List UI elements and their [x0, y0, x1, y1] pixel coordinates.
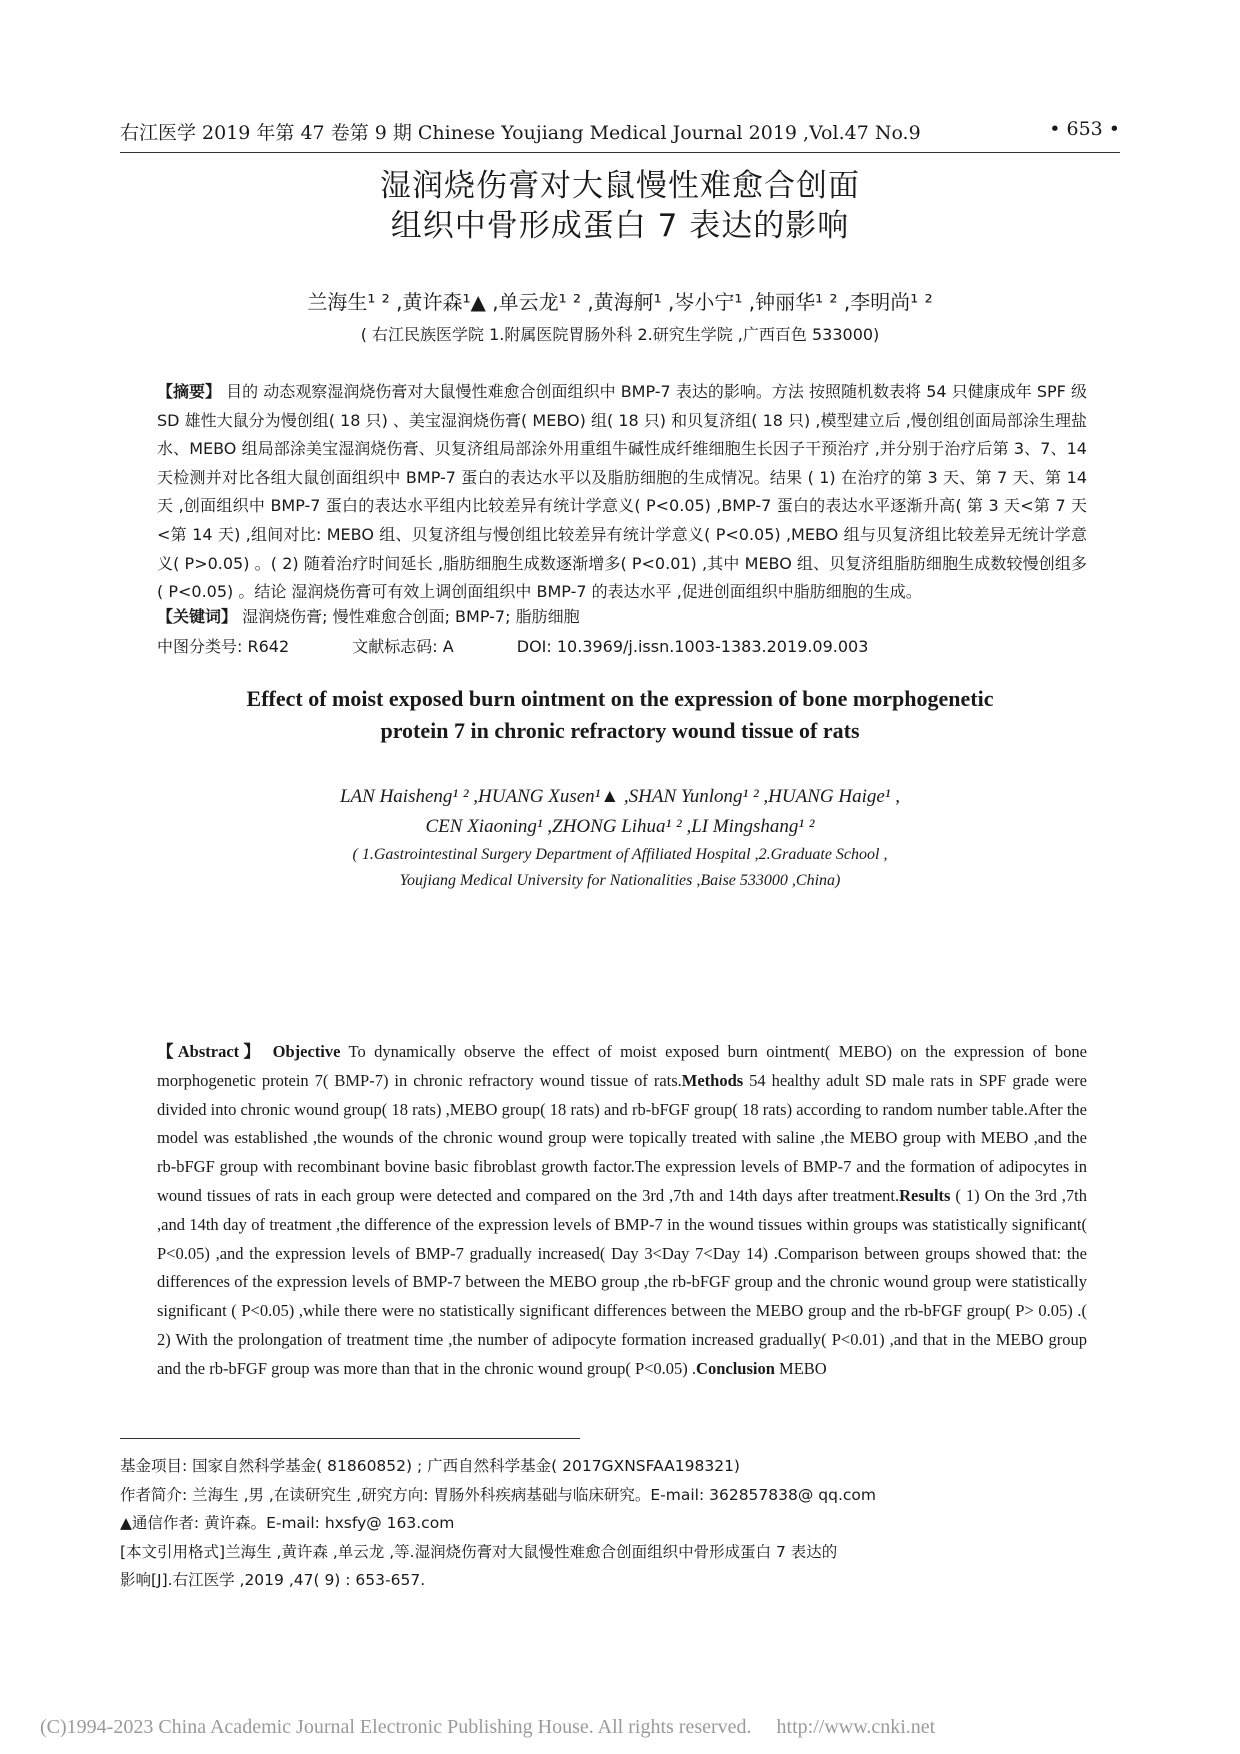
cn-affiliation: ( 右江民族医学院 1.附属医院胃肠外科 2.研究生学院 ,广西百色 533000) — [360, 325, 880, 344]
en-abstract — [157, 1038, 1087, 1384]
en-affiliation-line1: ( 1.Gastrointestinal Surgery Department of Affiliated Hospital ,2.Graduate School , — [352, 846, 888, 863]
methods-label: Methods — [681, 1070, 744, 1090]
conclusion-label: Conclusion — [696, 1358, 775, 1378]
citation-note-line1: [本文引用格式]兰海生 ,黄许森 ,单云龙 ,等.湿润烧伤膏对大鼠慢性难愈合创面组织中骨形成蛋白 7 表达的 — [120, 1542, 838, 1561]
citation-note-line2: 影响[J].右江医学 ,2019 ,47( 9) : 653-657. — [120, 1571, 426, 1589]
clc-number: 中图分类号: R642 — [157, 637, 290, 656]
footnote-rule — [120, 1438, 580, 1439]
results-text: ( 1) On the 3rd ,7th ,and 14th day of treatment ,the difference of the expression levels of BMP-7 in the wound tissues within groups was statistically significant( P<0.05) ,and the expression levels of BMP-7 gradually increased( Day 3<Day 7<Day 14) .Comparison between groups showed that: the differences of the expression levels of BMP-7 between the MEBO group ,the rb-bFGF group and the chronic wound group were statistically significant ( P<0.05) ,while there were no statistically significant differences between the MEBO group and the rb-bFGF group( P> 0.05) .( 2) With the prolongation of treatment time ,the number of adipocyte formation increased gradually( P<0.01) ,and that in the MEBO group and the rb-bFGF group was more than that in the chronic wound group( P<0.05) . — [157, 1185, 1087, 1378]
methods-text: 54 healthy adult SD male rats in SPF grade were divided into chronic wound group( 18 rats) ,MEBO group( 18 rats) and rb-bFGF group( 18 rats) according to random number table.After the model was established ,the wounds of the chronic wound group were topically treated with saline ,the MEBO group with MEBO ,and the rb-bFGF group with recombinant bovine basic fibroblast growth factor.The expression levels of BMP-7 and the formation of adipocytes in wound tissues of rats in each group were detected and compared on the 3rd ,7th and 14th days after treatment. — [157, 1070, 1087, 1205]
en-affiliation-line2: Youjiang Medical University for Nationalities ,Baise 533000 ,China) — [399, 872, 841, 889]
keywords-label: 【关键词】 — [157, 607, 238, 626]
en-abstract-label: 【Abstract】 — [157, 1042, 265, 1061]
header-rule — [120, 152, 1120, 153]
en-authors-line1: LAN Haisheng¹ ² ,HUANG Xusen¹▲ ,SHAN Yunlong¹ ² ,HUANG Haige¹ , — [339, 786, 900, 807]
keywords-text: 湿润烧伤膏; 慢性难愈合创面; BMP-7; 脂肪细胞 — [237, 607, 580, 626]
objective-label: Objective — [264, 1042, 341, 1061]
corresponding-note: ▲通信作者: 黄许森。E-mail: hxsfy@ 163.com — [120, 1514, 455, 1532]
en-title-line2: protein 7 in chronic refractory wound tissue of rats — [380, 718, 860, 743]
page-number: • 653 • — [1049, 118, 1120, 140]
document-code: 文献标志码: A — [352, 637, 454, 656]
cnki-link[interactable]: http://www.cnki.net — [776, 1716, 936, 1738]
cn-abstract — [157, 378, 1087, 607]
copyright-watermark — [40, 1716, 1200, 1739]
author-note: 作者简介: 兰海生 ,男 ,在读研究生 ,研究方向: 胃肠外科疾病基础与临床研究。E-mail: 362857838@ qq.com — [120, 1485, 876, 1504]
footnotes — [120, 1452, 1120, 1595]
copyright-text: (C)1994-2023 China Academic Journal Electronic Publishing House. All rights reserved. — [40, 1716, 752, 1738]
cn-title-line1: 湿润烧伤膏对大鼠慢性难愈合创面 — [380, 168, 860, 204]
objective-text: To dynamically observe the effect of moist exposed burn ointment( MEBO) on the expression of bone morphogenetic protein 7( BMP-7) in chronic refractory wound tissue of rats. — [157, 1042, 1087, 1090]
en-authors-line2: CEN Xiaoning¹ ,ZHONG Lihua¹ ² ,LI Mingshang¹ ² — [425, 816, 815, 837]
cn-authors: 兰海生¹ ² ,黄许森¹▲ ,单云龙¹ ² ,黄海舸¹ ,岑小宁¹ ,钟丽华¹ ² ,李明尚¹ ² — [307, 290, 933, 314]
cn-abstract-text: 目的 动态观察湿润烧伤膏对大鼠慢性难愈合创面组织中 BMP-7 表达的影响。方法 按照随机数表将 54 只健康成年 SPF 级 SD 雄性大鼠分为慢创组( 18 只) 、美宝湿润烧伤膏( MEBO) 组( 18 只) 和贝复济组( 18 只) ,模型建立后 ,慢创组创面局部涂生理盐水、MEBO 组局部涂美宝湿润烧伤膏、贝复济组局部涂外用重组牛碱性成纤维细胞生长因子干预治疗 ,并分别于治疗后第 3、7、14 天检测并对比各组大鼠创面组织中 BMP-7 蛋白的表达水平以及脂肪细胞的生成情况。结果 ( 1) 在治疗的第 3 天、第 7 天、第 14 天 ,创面组织中 BMP-7 蛋白的表达水平组内比较差异有统计学意义( P<0.05) ,BMP-7 蛋白的表达水平逐渐升高( 第 3 天<第 7 天<第 14 天) ,组间对比: MEBO 组、贝复济组与慢创组比较差异有统计学意义( P<0.05) ,MEBO 组与贝复济组比较差异无统计学意义( P>0.05) 。( 2) 随着治疗时间延长 ,脂肪细胞生成数逐渐增多( P<0.01) ,其中 MEBO 组、贝复济组脂肪细胞生成数较慢创组多( P<0.05) 。结论 湿润烧伤膏可有效上调创面组织中 BMP-7 的表达水平 ,促进创面组织中脂肪细胞的生成。 — [157, 382, 1087, 602]
classification-line — [157, 634, 1087, 657]
en-title-line1: Effect of moist exposed burn ointment on the expression of bone morphogenetic — [246, 686, 994, 711]
cn-abstract-label: 【摘要】 — [157, 382, 222, 401]
fund-note: 基金项目: 国家自然科学基金( 81860852) ; 广西自然科学基金( 2017GXNSFAA198321) — [120, 1457, 740, 1475]
running-header — [120, 118, 1120, 148]
cn-keywords — [157, 604, 1087, 627]
doi: DOI: 10.3969/j.issn.1003-1383.2019.09.003 — [516, 637, 869, 656]
cn-title-line2: 组织中骨形成蛋白 7 表达的影响 — [390, 208, 850, 244]
journal-header: 右江医学 2019 年第 47 卷第 9 期 Chinese Youjiang Medical Journal 2019 ,Vol.47 No.9 — [120, 122, 921, 144]
conclusion-text: MEBO — [774, 1358, 827, 1378]
results-label: Results — [899, 1185, 951, 1205]
